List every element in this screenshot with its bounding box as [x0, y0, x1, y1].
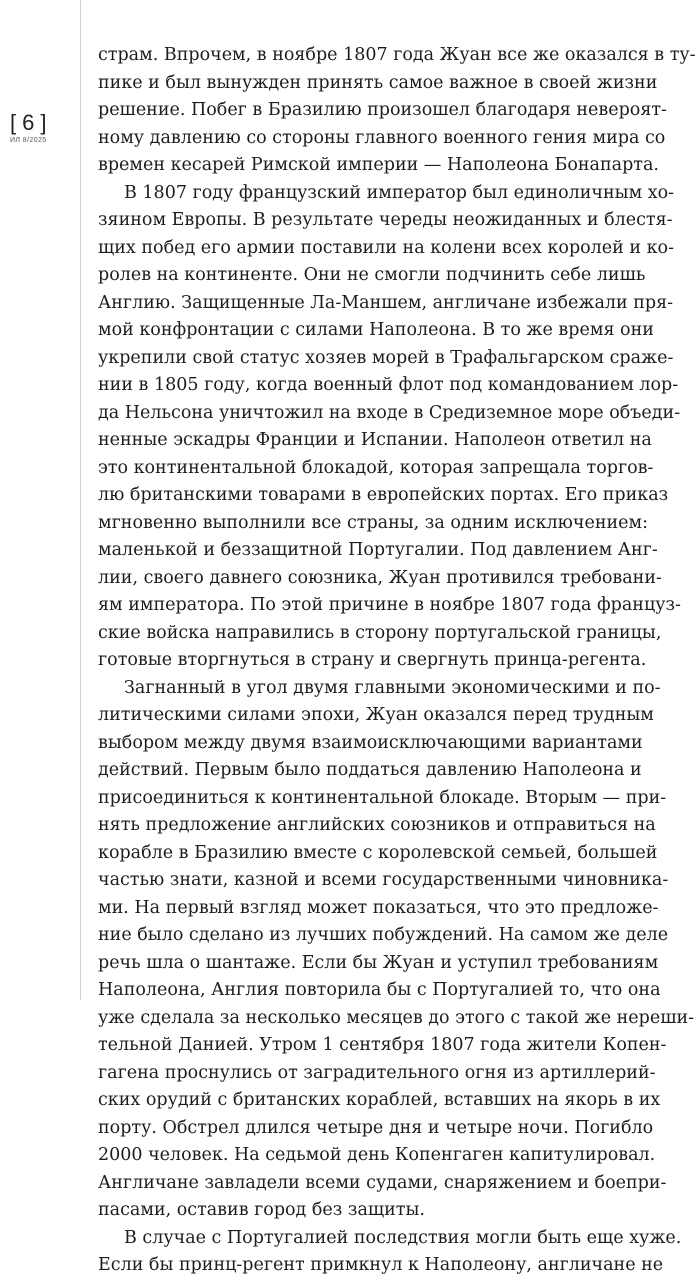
text-line: В 1807 году французский император был единоличным хо- — [124, 182, 675, 203]
text-line: ролев на континенте. Они не смогли подчинить себе лишь — [98, 265, 646, 285]
text-line: Англичане завладели всеми судами, снаряжением и боепри- — [98, 1172, 667, 1193]
text-line: тельной Данией. Утром 1 сентября 1807 года жители Копен- — [98, 1035, 667, 1055]
text-line: Наполеона, Англия повторила бы с Португалией то, что она — [98, 980, 661, 1000]
text-line: литическими силами эпохи, Жуан оказался перед трудным — [98, 705, 654, 725]
text-line: присоединиться к континентальной блокаде. Вторым — при- — [98, 787, 667, 808]
text-line: действий. Первым было поддаться давлению Наполеона и — [98, 760, 642, 780]
text-line: нии в 1805 году, когда военный флот под командованием лор- — [98, 375, 679, 395]
text-line: 2000 человек. На седьмой день Копенгаген капитулировал. — [98, 1145, 656, 1165]
text-line: выбором между двумя взаимоисключающими вариантами — [98, 732, 643, 753]
text-line: это континентальной блокадой, которая запрещала торгов- — [98, 457, 654, 478]
margin-rule — [80, 0, 81, 1000]
text-line: ному давлению со стороны главного военного гения мира со — [98, 127, 666, 148]
text-line: частью знати, казной и всеми государственными чиновника- — [98, 870, 669, 890]
paragraph — [98, 1225, 682, 1280]
text-line: мгновенно выполнили все страны, за одним исключением: — [98, 512, 649, 533]
text-line: страм. Впрочем, в ноябре 1807 года Жуан все же оказался в ту- — [98, 45, 696, 65]
text-line: Англию. Защищенные Ла-Маншем, англичане избежали пря- — [98, 292, 674, 313]
bracket-open: [ — [10, 110, 18, 135]
text-line: В случае с Португалией последствия могли быть еще хуже. — [124, 1227, 682, 1248]
bracket-close: ] — [40, 110, 48, 135]
text-line: готовые вторгнуться в страну и свергнуть принца-регента. — [98, 650, 647, 670]
text-line: нять предложение английских союзников и отправиться на — [98, 815, 656, 835]
text-line: щих побед его армии поставили на колени всех королей и ко- — [98, 237, 674, 258]
text-line: пасами, оставив город без защиты. — [98, 1200, 425, 1220]
text-line: лю британскими товарами в европейских портах. Его приказ — [98, 485, 669, 505]
issue-label: ИЛ 8/2025 — [10, 137, 47, 144]
text-line: Загнанный в угол двумя главными экономическими и по- — [124, 677, 661, 698]
text-line: Если бы принц-регент примкнул к Наполеону, англичане не — [98, 1255, 664, 1275]
text-line: пике и был вынужден принять самое важное в своей жизни — [98, 72, 658, 93]
text-line: ям императора. По этой причине в ноябре 1807 года француз- — [98, 595, 681, 615]
text-line: маленькой и беззащитной Португалии. Под давлением Анг- — [98, 540, 658, 560]
text-line: лии, своего давнего союзника, Жуан противился требовани- — [98, 567, 662, 588]
page-marker — [10, 112, 80, 144]
text-line: речь шла о шантаже. Если бы Жуан и уступил требованиям — [98, 952, 659, 973]
text-line: ние было сделано из лучших побуждений. На самом же деле — [98, 925, 669, 945]
text-line: ских орудий с британских кораблей, вставших на якорь в их — [98, 1090, 661, 1110]
text-line: уже сделала за несколько месяцев до этого с такой же нереши- — [98, 1007, 695, 1028]
text-line: да Нельсона уничтожил на входе в Средиземное море объеди- — [98, 402, 681, 423]
paragraph — [98, 675, 695, 1225]
text-line: мой конфронтации с силами Наполеона. В то же время они — [98, 320, 654, 340]
text-line: корабле в Бразилию вместе с королевской семьей, большей — [98, 842, 658, 863]
text-line: ские войска направились в сторону португальской границы, — [98, 622, 662, 643]
text-line: зяином Европы. В результате череды неожиданных и блестя- — [98, 210, 673, 230]
text-line: ми. На первый взгляд может показаться, что это предложе- — [98, 897, 659, 918]
paragraph — [98, 42, 696, 180]
text-line: ненные эскадры Франции и Испании. Наполеон ответил на — [98, 430, 652, 450]
text-line: решение. Побег в Бразилию произошел благодаря невероят- — [98, 100, 667, 120]
paragraph — [98, 180, 681, 675]
page-number: 6 — [22, 110, 36, 135]
text-line: порту. Обстрел длился четыре дня и четыре ночи. Погибло — [98, 1117, 654, 1138]
text-line: гагена проснулись от заградительного огня из артиллерий- — [98, 1062, 656, 1083]
article-body — [98, 42, 696, 1280]
text-line: времен кесарей Римской империи — Наполеона Бонапарта. — [98, 155, 659, 175]
page-number-box — [10, 112, 80, 134]
text-line: укрепили свой статус хозяев морей в Трафальгарском сраже- — [98, 347, 674, 368]
